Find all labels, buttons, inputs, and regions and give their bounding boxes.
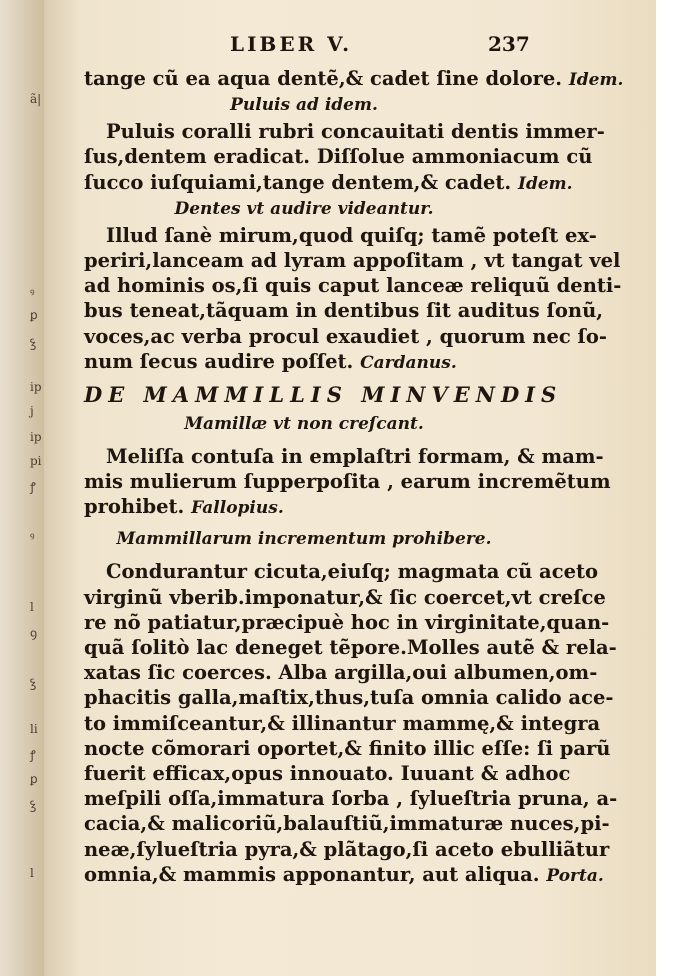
text-line: voces,ac verba procul exaudiet , quorum nec ſo- [84,324,608,348]
book-page [44,0,656,976]
text-line: Illud ſanè mirum,quod quiſq; tamẽ poteſt ex- [106,223,597,247]
text-line: periri,lanceam ad lyram appoſitam , vt tangat vel [84,248,621,272]
text-line: virginũ vberib.imponatur,& ſic coercet,vt creſce [84,585,606,609]
section-title: DE MAMMILLIS MINVENDIS [84,381,563,407]
page-number: 237 [488,32,530,56]
gutter-mark: ꝭ [30,480,36,494]
running-head: LIBER V. [230,32,353,56]
text-line: Puluis coralli rubri concauitati dentis immer- [106,120,605,144]
gutter-binding-edge [0,0,44,976]
text-line: quã ſolitò lac deneget tẽpore.Molles autẽ & rela- [84,636,617,659]
text-line: tange cũ ea aqua dentẽ,& cadet ſine dolore. Idem. [84,67,624,90]
citation: Idem. [518,173,573,194]
gutter-mark: l [30,600,34,614]
text-line: fuerit efficax,opus innouato. Iuuant & adhoc [84,761,571,785]
gutter-mark: ꝑ [30,308,38,322]
gutter-mark: ꝰ [30,286,35,300]
subheading: Mammillarum incrementum prohibere. [116,529,492,550]
gutter-mark: ꝰ [30,530,35,544]
gutter-mark: l [30,866,34,880]
text-line: mis mulierum ſupperpoſita , earum incremẽtum [84,470,611,494]
text-line: neæ,ſylueſtria pyra,& plãtago,ſi aceto ebulliãtur [84,837,610,861]
page-header [44,32,656,62]
text-line: phacitis galla,maſtix,thus,tuſa omnia calido ace- [84,686,614,710]
gutter-mark: ꝭ [30,748,36,762]
subheading: Mamillæ vt non creſcant. [184,413,424,434]
gutter-mark: ꝣ [30,336,37,350]
gutter-mark: pi [30,454,42,468]
text-line: ad hominis os,ſi quis caput lanceæ reliquũ denti- [84,274,622,298]
text-line: re nõ patiatur,præcipuè hoc in virginitate,quan- [84,610,610,634]
subheading: Puluis ad idem. [230,95,378,116]
citation: Fallopius. [191,498,284,519]
text-line: to immiſceantur,& illinantur mammę,& integra [84,711,601,735]
text-line: ſus,dentem eradicat. Diſſolue ammoniacum cũ [84,145,593,169]
text-line: Meliſſa contuſa in emplaſtri formam, & mam- [106,444,604,468]
text-line: nocte cõmorari oportet,& finito illic eſſe: ſi parũ [84,736,611,760]
gutter-mark: ip [30,380,42,394]
gutter-mark: j [30,404,34,418]
text-line: omnia,& mammis apponantur, aut aliqua. Porta. [84,862,604,886]
gutter-mark: ꝑ [30,772,38,786]
citation: Idem. [568,70,624,90]
gutter-mark: ã| [30,92,42,106]
text-line: meſpili oſſa,immatura ſorba , ſylueſtria pruna, a- [84,787,618,811]
gutter-mark: ip [30,430,42,444]
text-line: ſucco iuſquiami,tange dentem,& cadet. Idem. [84,170,573,194]
text-line: cacia,& malicoriũ,balauſtiũ,immaturæ nuces,pi- [84,812,610,836]
subheading: Dentes vt audire videantur. [174,198,434,219]
text-line: prohibet. Fallopius. [84,495,284,519]
gutter-mark: ꝯ [30,626,38,640]
text-line: xatas ſic coerces. Alba argilla,oui albumen,om- [84,661,598,685]
gutter-mark: ꝣ [30,798,37,812]
citation: Porta. [546,865,604,886]
text-line: num ſecus audire poſſet. Cardanus. [84,349,457,373]
citation: Cardanus. [360,352,457,373]
text-block [84,66,624,887]
text-line: Condurantur cicuta,eiuſq; magmata cũ aceto [106,560,598,584]
text-line: bus teneat,tãquam in dentibus ſit auditus ſonũ, [84,299,604,323]
gutter-mark: li [30,722,38,736]
gutter-mark: ꝣ [30,676,37,690]
